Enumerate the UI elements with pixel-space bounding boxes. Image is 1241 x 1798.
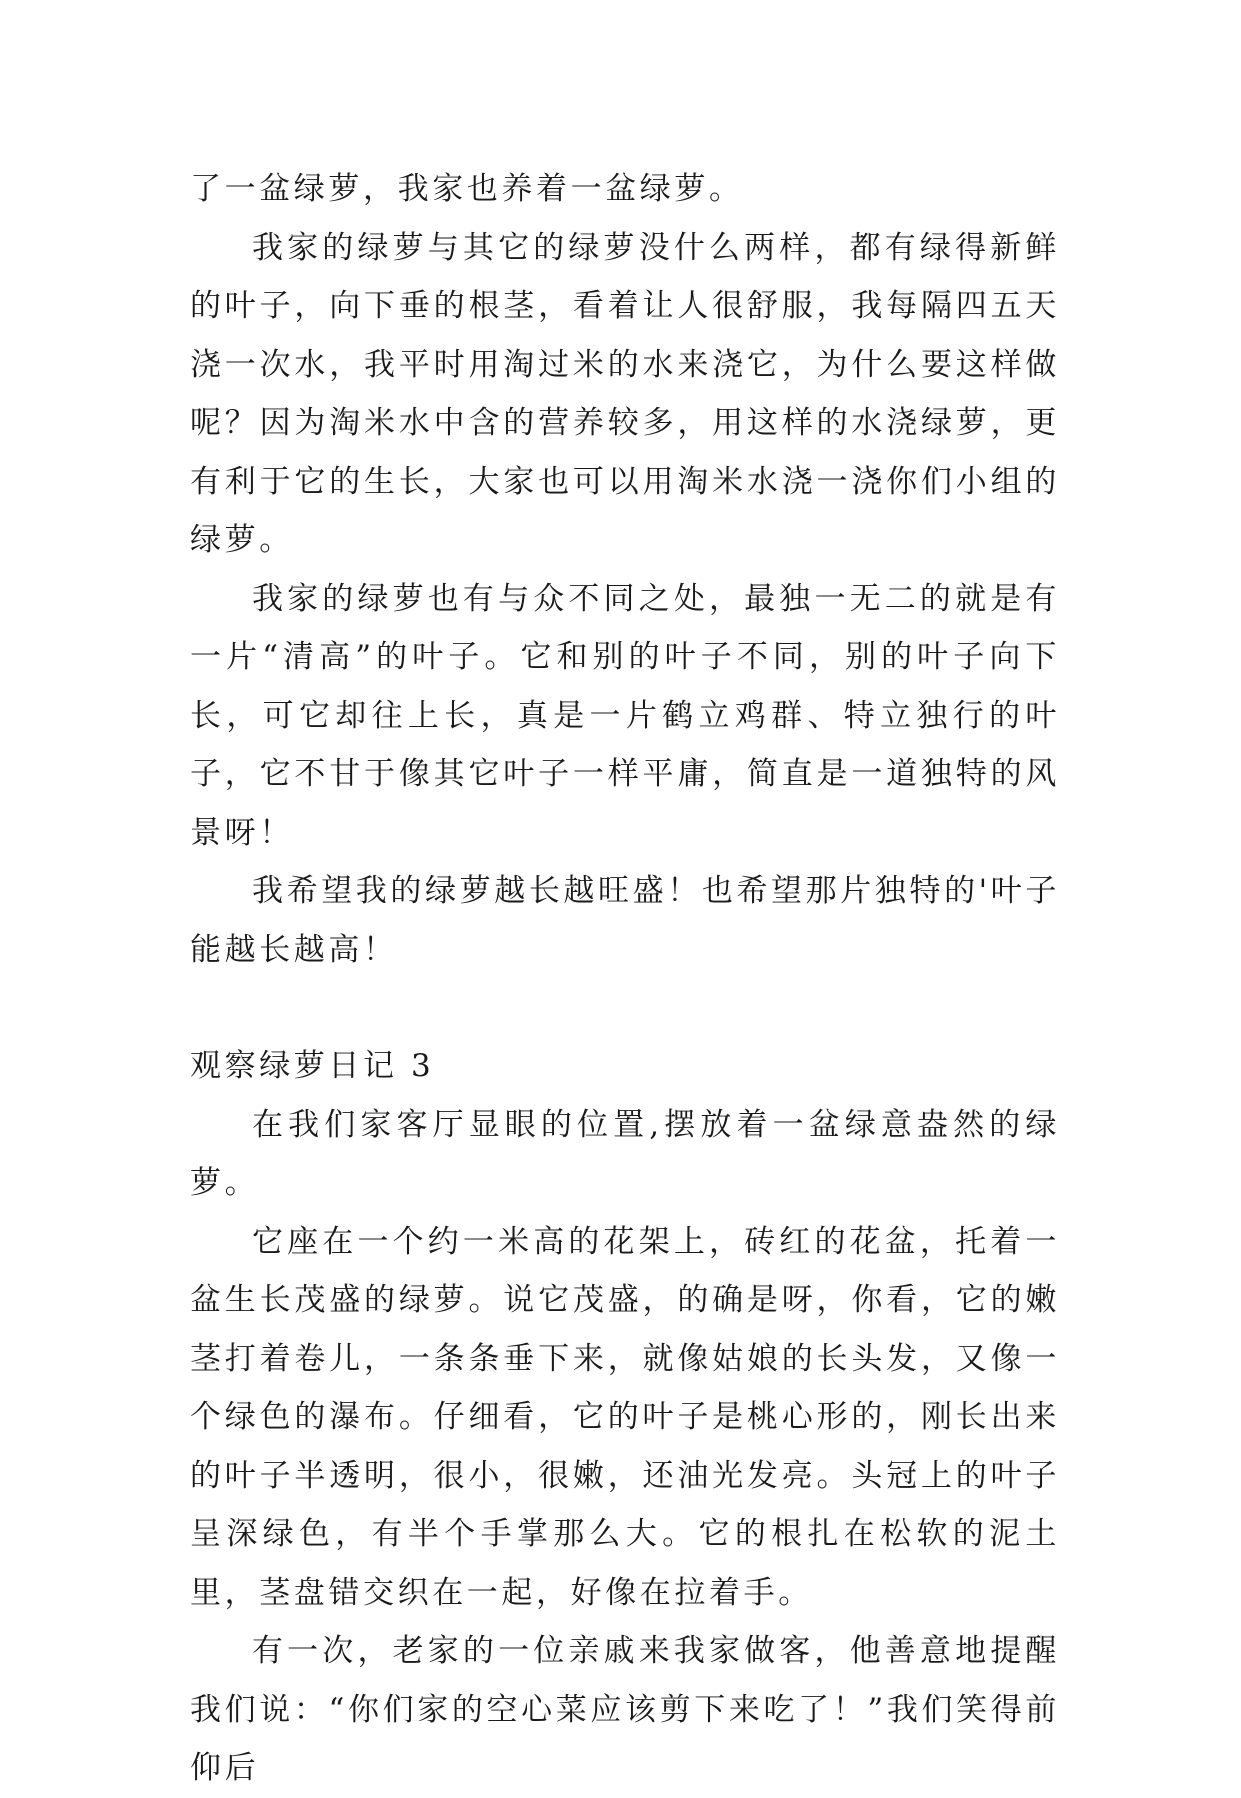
paragraph-description: 它座在一个约一米高的花架上，砖红的花盆，托着一盆生长茂盛的绿萝。说它茂盛，的确是呀，你看，它的嫩茎打着卷儿，一条条垂下来，就像姑娘的长头发，又像一个绿色的瀑布。仔细看，它的叶子是桃心形的，刚长出来的叶子半透明，很小，很嫩，还油光发亮。头冠上的叶子呈深绿色，有半个手掌那么大。它的根扎在松软的泥土里，茎盘错交织在一起，好像在拉着手。 [190,1223,1060,1611]
paragraph-watering: 我家的绿萝与其它的绿萝没什么两样，都有绿得新鲜的叶子，向下垂的根茎，看着让人很舒服，我每隔四五天浇一次水，我平时用淘过米的水来浇它，为什么要这样做呢？因为淘米水中含的营养较多，用这样的水浇绿萝，更有利于它的生长，大家也可以用淘米水浇一浇你们小组的绿萝。 [190,229,1060,558]
document-body [190,160,1060,1798]
section-title: 观察绿萝日记 3 [190,1048,435,1084]
paragraph-wish: 我希望我的绿萝越长越旺盛！也希望那片独特的'叶子能越长越高！ [190,873,1060,968]
paragraph-relative-visit: 有一次，老家的一位亲戚来我家做客，他善意地提醒我们说：“你们家的空心菜应该剪下来吃了！”我们笑得前仰后 [190,1633,1060,1786]
paragraph-special-leaf: 我家的绿萝也有与众不同之处，最独一无二的就是有一片“清高”的叶子。它和别的叶子不同，别的叶子向下长，可它却往上长，真是一片鹤立鸡群、特立独行的叶子，它不甘于像其它叶子一样平庸，简直是一道独特的风景呀！ [190,580,1060,851]
paragraph-continuation: 了一盆绿萝，我家也养着一盆绿萝。 [190,171,744,207]
paragraph-living-room: 在我们家客厅显眼的位置,摆放着一盆绿意盎然的绿萝。 [190,1106,1060,1201]
